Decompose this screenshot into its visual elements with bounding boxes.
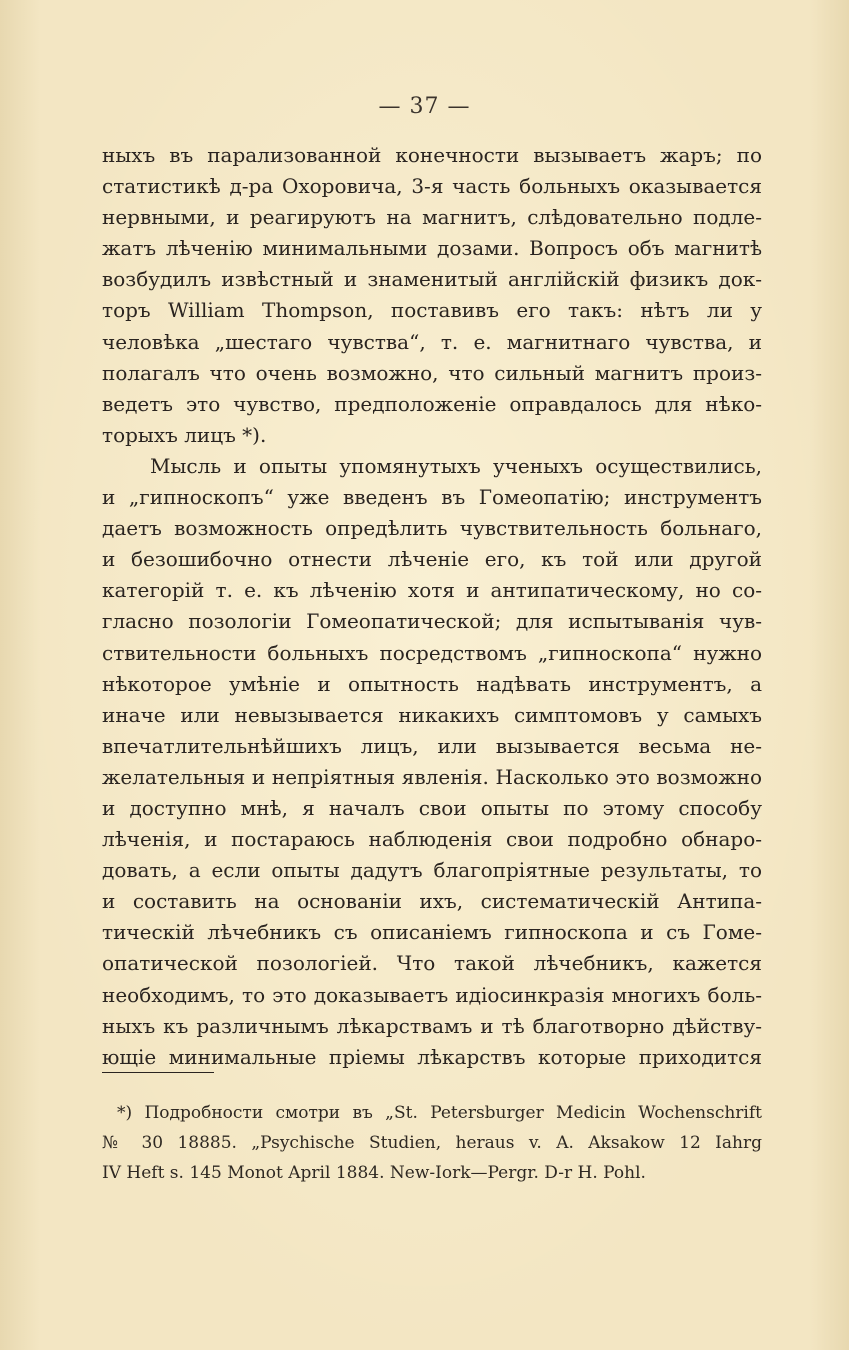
- footnotes: [102, 1098, 762, 1188]
- body-text: [102, 140, 762, 1073]
- footnote-line: *) Подробности смотри въ „St. Petersburger Medicin Wochenschrift: [117, 1103, 762, 1123]
- body-line: довать, а если опыты дадутъ благопріятные результаты, то: [102, 858, 762, 883]
- body-line: ствительности больныхъ посредствомъ „гипноскопа“ нужно: [102, 640, 762, 665]
- body-line: и составить на основаніи ихъ, систематическій Антипа-: [102, 889, 762, 914]
- body-line: полагалъ что очень возможно, что сильный магнитъ произ-: [102, 360, 762, 385]
- body-line: ведетъ это чувство, предположеніе оправдалось для нѣко-: [102, 391, 762, 416]
- body-line-paragraph-end: торыхъ лицъ *).: [102, 422, 267, 447]
- body-line: и „гипноскопъ“ уже введенъ въ Гомеопатію; инструментъ: [102, 485, 762, 510]
- footnote-line: № 30 18885. „Psychische Studien, heraus v. A. Aksakow 12 Iahrg: [102, 1133, 762, 1153]
- body-line: жатъ лѣченію минимальными дозами. Вопросъ объ магнитѣ: [102, 236, 762, 261]
- body-line: гласно позологіи Гомеопатической; для испытыванія чув-: [102, 609, 762, 634]
- body-line: нервными, и реагируютъ на магнитъ, слѣдовательно подле-: [102, 205, 762, 230]
- body-line: желательныя и непріятныя явленія. Насколько это возможно: [102, 764, 762, 789]
- footnote-line: IV Heft s. 145 Monot April 1884. New-Iork—Pergr. D-r H. Pohl.: [102, 1163, 646, 1183]
- body-line: возбудилъ извѣстный и знаменитый англійскій физикъ док-: [102, 267, 762, 292]
- body-line: человѣка „шестаго чувства“, т. е. магнитнаго чувства, и: [102, 329, 762, 354]
- body-line: впечатлительнѣйшихъ лицъ, или вызывается весьма не-: [102, 733, 762, 758]
- body-line: и безошибочно отнести лѣченіе его, къ той или другой: [102, 547, 762, 572]
- body-line: ныхъ къ различнымъ лѣкарствамъ и тѣ благотворно дѣйству-: [102, 1013, 762, 1038]
- body-line: тическій лѣчебникъ съ описаніемъ гипноскопа и съ Гоме-: [102, 920, 762, 945]
- body-line: ющіе минимальные пріемы лѣкарствъ которые приходится: [102, 1044, 762, 1069]
- body-line: даетъ возможность опредѣлить чувствительность больнаго,: [102, 516, 762, 541]
- page-number: — 37 —: [378, 94, 471, 119]
- body-line: и доступно мнѣ, я началъ свои опыты по этому способу: [102, 795, 762, 820]
- body-line-paragraph-start: Мысль и опыты упомянутыхъ ученыхъ осуществились,: [150, 453, 762, 478]
- body-line: ныхъ въ парализованной конечности вызываетъ жаръ; по: [102, 143, 762, 167]
- footnote-separator: [102, 1072, 214, 1073]
- body-line: опатической позологіей. Что такой лѣчебникъ, кажется: [102, 951, 762, 976]
- body-line: статистикѣ д-ра Охоровича, 3-я часть больныхъ оказывается: [102, 174, 762, 199]
- body-line: торъ William Thompson, поставивъ его такъ: нѣтъ ли у: [102, 298, 762, 323]
- body-line: категорій т. е. къ лѣченію хотя и антипатическому, но со-: [102, 578, 762, 603]
- body-line: лѣченія, и постараюсь наблюденія свои подробно обнаро-: [102, 827, 762, 852]
- body-line: иначе или невызывается никакихъ симптомовъ у самыхъ: [102, 702, 762, 727]
- body-line: необходимъ, то это доказываетъ идіосинкразія многихъ боль-: [102, 982, 762, 1007]
- body-line: нѣкоторое умѣніе и опытность надѣвать инструментъ, а: [102, 671, 762, 696]
